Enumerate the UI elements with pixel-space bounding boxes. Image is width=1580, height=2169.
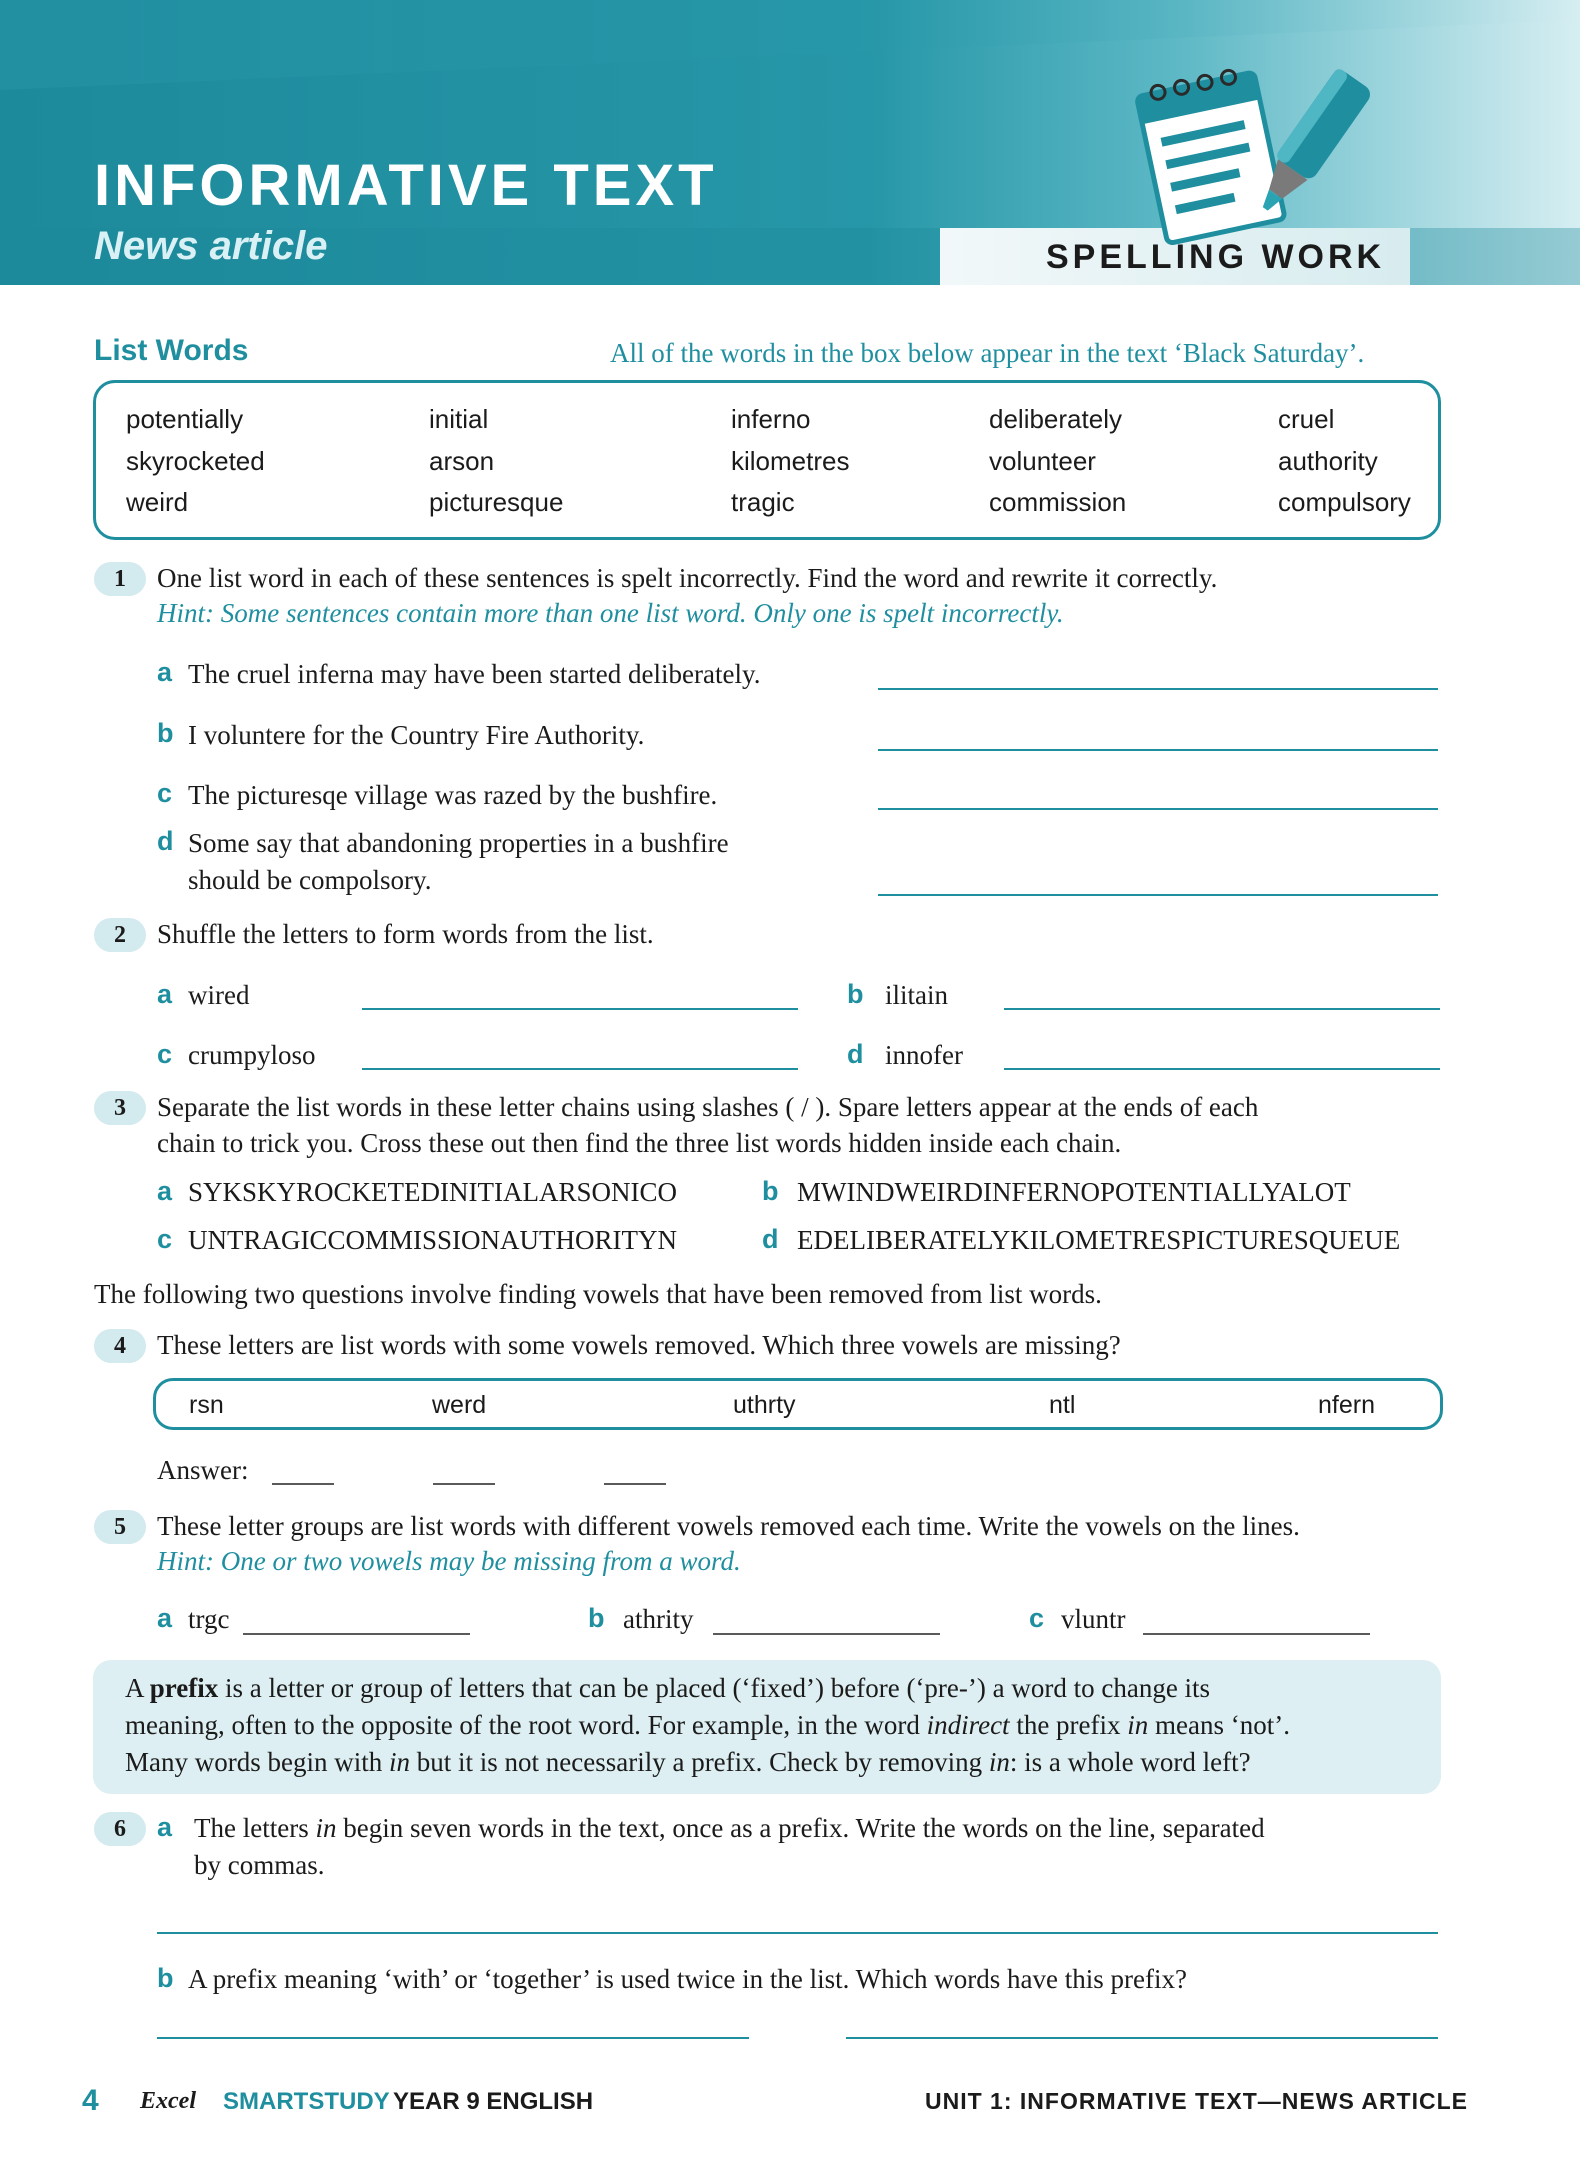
question-number-6: 6 [94, 1812, 146, 1846]
q1-item-a-text: The cruel inferna may have been started deliberately. [188, 659, 761, 689]
question-2-text: Shuffle the letters to form words from the list. [157, 919, 654, 949]
q4-answer-blank-2[interactable] [433, 1483, 495, 1485]
list-word: arson [429, 446, 495, 476]
question-5-text: These letter groups are list words with different vowels removed each time. Write the vowels on the lines. [157, 1511, 1300, 1541]
list-word: volunteer [989, 446, 1096, 476]
q2-answer-line-a[interactable] [362, 1008, 798, 1010]
page-header [0, 0, 1580, 285]
q1-answer-line-d[interactable] [878, 894, 1438, 896]
footer-series: SMARTSTUDY [223, 2088, 390, 2115]
page-title: INFORMATIVE TEXT [94, 153, 718, 218]
vowel-word: werd [432, 1391, 487, 1419]
q6b-answer-line-2[interactable] [846, 2037, 1438, 2039]
question-4-text: These letters are list words with some vowels removed. Which three vowels are missing? [157, 1330, 1121, 1360]
footer-year: YEAR 9 ENGLISH [393, 2088, 594, 2115]
page-number: 4 [82, 2084, 99, 2117]
q5-answer-line-a[interactable] [243, 1633, 470, 1635]
item-letter: a [157, 979, 173, 1009]
item-letter: a [157, 1176, 173, 1206]
q2-answer-line-d[interactable] [1004, 1068, 1440, 1070]
question-6b-text: A prefix meaning ‘with’ or ‘together’ is used twice in the list. Which words have this prefix? [188, 1964, 1187, 1994]
question-number-2: 2 [94, 918, 146, 952]
footer-brand: Excel [140, 2088, 196, 2114]
notepad-highlighter-icon [1110, 55, 1370, 245]
question-6a-text: The letters in begin seven words in the text, once as a prefix. Write the words on the line, separated [194, 1813, 1265, 1843]
q1-item-b-text: I voluntere for the Country Fire Authority. [188, 720, 645, 750]
q3-chain-c[interactable]: UNTRAGICCOMMISSIONAUTHORITYN [188, 1225, 678, 1255]
q1-answer-line-c[interactable] [878, 808, 1438, 810]
q1-item-d-text-line2: should be compolsory. [188, 865, 432, 895]
q3-chain-a[interactable]: SYKSKYROCKETEDINITIALARSONICO [188, 1177, 677, 1207]
page-subtitle: News article [94, 224, 328, 268]
question-number-4: 4 [94, 1329, 146, 1363]
item-letter: b [157, 1963, 174, 1993]
q4-answer-blank-1[interactable] [272, 1483, 334, 1485]
list-word: kilometres [731, 446, 850, 476]
vowel-word: rsn [189, 1391, 224, 1419]
q2-item-d-text: innofer [885, 1040, 963, 1070]
list-words-note: All of the words in the box below appear in the text ‘Black Saturday’. [610, 338, 1365, 368]
prefix-term: prefix [149, 1673, 219, 1703]
q5-item-a-text: trgc [188, 1604, 230, 1634]
q2-item-a-text: wired [188, 980, 250, 1010]
list-word: weird [126, 487, 189, 517]
vowel-word: nfern [1318, 1391, 1375, 1419]
list-word: potentially [126, 404, 244, 434]
q2-answer-line-b[interactable] [1004, 1008, 1440, 1010]
vowel-word: ntl [1049, 1391, 1076, 1419]
question-3-text-line2: chain to trick you. Cross these out then find the three list words hidden inside each chain. [157, 1128, 1122, 1158]
q5-item-c-text: vluntr [1061, 1604, 1126, 1634]
list-words-box [93, 380, 1441, 540]
q6a-answer-line[interactable] [157, 1932, 1438, 1934]
q5-item-b-text: athrity [623, 1604, 694, 1634]
answer-label: Answer: [157, 1455, 249, 1485]
item-letter: d [157, 826, 174, 856]
list-word: compulsory [1278, 487, 1411, 517]
q2-answer-line-c[interactable] [362, 1068, 798, 1070]
list-word: picturesque [429, 487, 564, 517]
question-number-1: 1 [94, 562, 146, 596]
vowel-questions-intro: The following two questions involve finding vowels that have been removed from list words. [94, 1279, 1102, 1309]
item-letter: a [157, 1603, 173, 1633]
q1-item-d-text: Some say that abandoning properties in a bushfire [188, 828, 729, 858]
list-words-heading: List Words [94, 334, 249, 367]
item-letter: c [157, 1224, 173, 1254]
q1-item-c-text: The picturesqe village was razed by the bushfire. [188, 780, 718, 810]
question-number-3: 3 [94, 1091, 146, 1125]
footer-unit: UNIT 1: INFORMATIVE TEXT—NEWS ARTICLE [925, 2088, 1468, 2114]
q1-answer-line-b[interactable] [878, 749, 1438, 751]
item-letter: a [157, 657, 173, 687]
question-number-5: 5 [94, 1510, 146, 1544]
q1-answer-line-a[interactable] [878, 688, 1438, 690]
list-word: cruel [1278, 404, 1335, 434]
item-letter: b [157, 718, 174, 748]
item-letter: a [157, 1812, 173, 1842]
item-letter: c [157, 778, 173, 808]
list-word: tragic [731, 487, 795, 517]
prefix-info-text: A prefix is a letter or group of letters that can be placed (‘fixed’) before (‘pre-’) a word to change its meaning, often to the opposite of the root word. For example, in the word indirect the prefix in means ‘not’. Many words begin with in but it is not necessarily a prefix. Check by removing in: is a whole word left? [125, 1673, 1290, 1777]
item-letter: d [847, 1039, 864, 1069]
item-letter: b [588, 1603, 605, 1633]
vowel-words-box [153, 1378, 1443, 1430]
q2-item-b-text: ilitain [885, 980, 948, 1010]
vowel-word: uthrty [733, 1391, 796, 1419]
item-letter: c [1029, 1603, 1045, 1633]
question-6a-text-line2: by commas. [194, 1850, 325, 1880]
section-label: SPELLING WORK [1046, 238, 1386, 276]
q4-answer-blank-3[interactable] [604, 1483, 666, 1485]
list-word: initial [429, 404, 489, 434]
q6b-answer-line-1[interactable] [157, 2037, 749, 2039]
list-word: deliberately [989, 404, 1122, 434]
question-1-hint: Hint: Some sentences contain more than one list word. Only one is spelt incorrectly. [157, 598, 1064, 628]
question-1-text: One list word in each of these sentences is spelt incorrectly. Find the word and rewrite it correctly. [157, 563, 1218, 593]
q3-chain-b[interactable]: MWINDWEIRDINFERNOPOTENTIALLYALOT [797, 1177, 1351, 1207]
list-word: skyrocketed [126, 446, 265, 476]
list-word: authority [1278, 446, 1378, 476]
question-3-text: Separate the list words in these letter chains using slashes ( / ). Spare letters appear at the ends of each [157, 1092, 1259, 1122]
list-word: commission [989, 487, 1127, 517]
item-letter: b [762, 1176, 779, 1206]
q5-answer-line-b[interactable] [713, 1633, 940, 1635]
list-word: inferno [731, 404, 811, 434]
item-letter: c [157, 1039, 173, 1069]
q5-answer-line-c[interactable] [1143, 1633, 1370, 1635]
q2-item-c-text: crumpyloso [188, 1040, 316, 1070]
q3-chain-d[interactable]: EDELIBERATELYKILOMETRESPICTURESQUEUE [797, 1225, 1401, 1255]
item-letter: d [762, 1224, 779, 1254]
question-5-hint: Hint: One or two vowels may be missing from a word. [157, 1546, 741, 1576]
item-letter: b [847, 979, 864, 1009]
